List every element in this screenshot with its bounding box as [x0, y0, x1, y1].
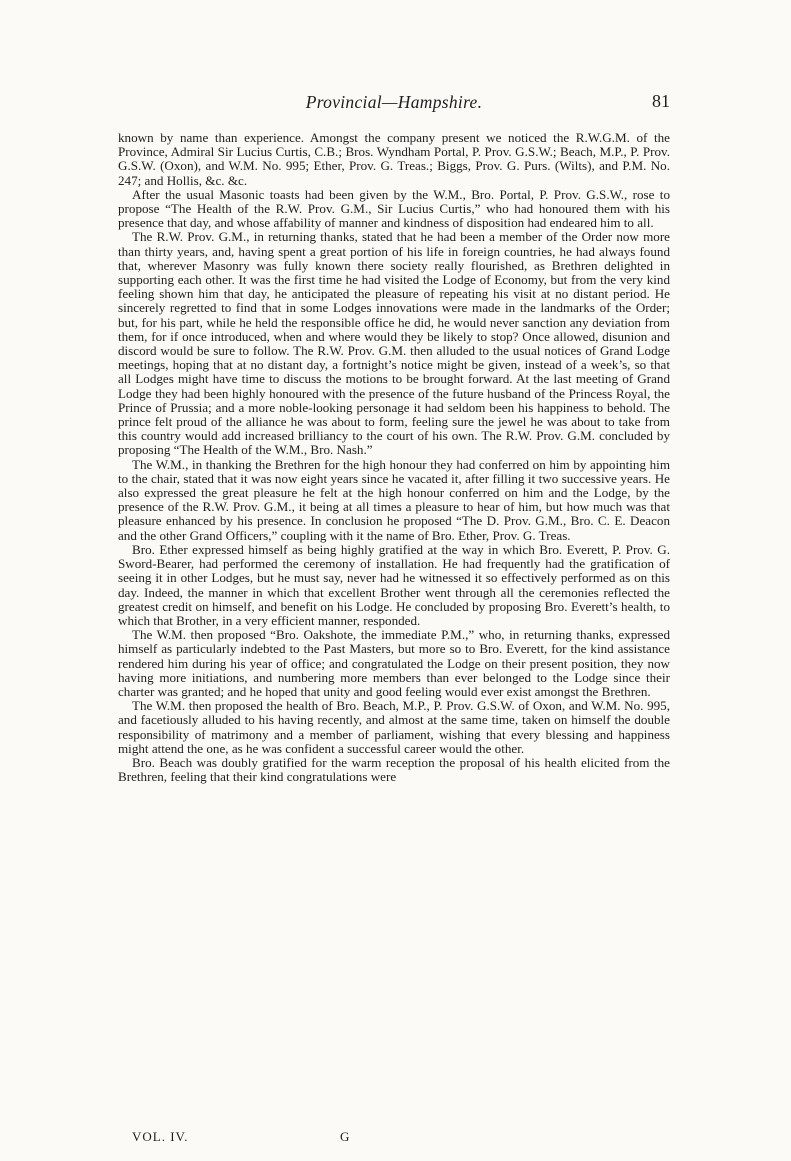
- paragraph: The W.M. then proposed the health of Bro. Beach, M.P., P. Prov. G.S.W. of Oxon, and W.M. No. 995, and facetiously alluded to his having recently, and almost at the same time, taken on himself the double responsibility of matrimony and a member of parliament, wishing that every blessing and happiness might attend the one, as he was confident a successful career would the other.: [118, 698, 670, 756]
- paragraph: The W.M., in thanking the Brethren for the high honour they had conferred on him by appointing him to the chair, stated that it was now eight years since he vacated it, after filling it two successive years. He also expressed the great pleasure he felt at the high honour conferred on him and the Lodge, by the presence of the R.W. Prov. G.M., it being at all times a pleasure to hear of him, but how much was that pleasure enhanced by his presence. In conclusion he proposed “The D. Prov. G.M., Bro. C. E. Deacon and the other Grand Officers,” coupling with it the name of Bro. Ether, Prov. G. Treas.: [118, 456, 670, 543]
- running-title: Provincial—Hampshire.: [305, 92, 483, 112]
- paragraph: Bro. Ether expressed himself as being highly gratified at the way in which Bro. Everett, P. Prov. G. Sword-Bearer, had performed the ceremony of installation. He had frequently had the gratification of seeing it in other Lodges, but he must say, never had he witnessed it so effectively performed as on this day. Indeed, the manner in which that excellent Brother went through all the ceremonies reflected the greatest credit on himself, and benefit on his Lodge. He concluded by proposing Bro. Everett’s health, to which that Brother, in a very efficient manner, responded.: [118, 541, 670, 628]
- running-head: [118, 92, 670, 114]
- page-number: 81: [652, 91, 670, 111]
- volume-label: VOL. IV.: [132, 1129, 189, 1144]
- paragraph: The W.M. then proposed “Bro. Oakshote, the immediate P.M.,” who, in returning thanks, expressed himself as particularly indebted to the Past Masters, but more so to Bro. Everett, for the kind assistance rendered him during his year of office; and congratulated the Lodge on their present position, they now having more initiations, and numbering more members than ever belonged to the Lodge since their charter was granted; and he hoped that unity and good feeling would ever exist amongst the Brethren.: [118, 627, 670, 699]
- paragraph: After the usual Masonic toasts had been given by the W.M., Bro. Portal, P. Prov. G.S.W., rose to propose “The Health of the R.W. Prov. G.M., Sir Lucius Curtis,” who had honoured them with his presence that day, and whose affability of manner and kindness of disposition had endeared him to all.: [118, 186, 670, 231]
- paragraph: known by name than experience. Amongst the company present we noticed the R.W.G.M. of the Province, Admiral Sir Lucius Curtis, C.B.; Bros. Wyndham Portal, P. Prov. G.S.W.; Beach, M.P., P. Prov. G.S.W. (Oxon), and W.M. No. 995; Ether, Prov. G. Treas.; Biggs, Prov. G. Purs. (Wilts), and P.M. No. 247; and Hollis, &c. &c.: [118, 130, 670, 188]
- body-text: [118, 131, 670, 784]
- paragraph: The R.W. Prov. G.M., in returning thanks, stated that he had been a member of the Order now more than thirty years, and, having spent a great portion of his life in foreign countries, he had always found that, wherever Masonry was fully known there society really flourished, as Brethren delighted in supporting each other. It was the first time he had visited the Lodge of Economy, but from the very kind feeling shown him that day, he anticipated the pleasure of repeating his visit at no distant period. He sincerely regretted to find that in some Lodges innovations were made in the landmarks of the Order; but, for his part, while he held the responsible office he did, he would never sanction any deviation from them, for if once introduced, when and where would they be likely to stop? Once allowed, disunion and discord would be sure to follow. The R.W. Prov. G.M. then alluded to the usual notices of Grand Lodge meetings, hoping that at no distant day, a fortnight’s notice might be given, instead of a week’s, so that all Lodges might have time to discuss the motions to be brought forward. At the last meeting of Grand Lodge they had been highly honoured with the presence of the future husband of the Princess Royal, the Prince of Prussia; and a more noble-looking personage it had seldom been his happiness to behold. The prince felt proud of the alliance he was about to form, feeling sure the jewel he was about to take from this country would add increased brilliancy to the court of his own. The R.W. Prov. G.M. concluded by proposing “The Health of the W.M., Bro. Nash.”: [118, 229, 670, 458]
- page-footer: [132, 1129, 587, 1145]
- signature-mark: G: [340, 1129, 350, 1144]
- paragraph: Bro. Beach was doubly gratified for the warm reception the proposal of his health elicited from the Brethren, feeling that their kind congratulations were: [118, 754, 670, 785]
